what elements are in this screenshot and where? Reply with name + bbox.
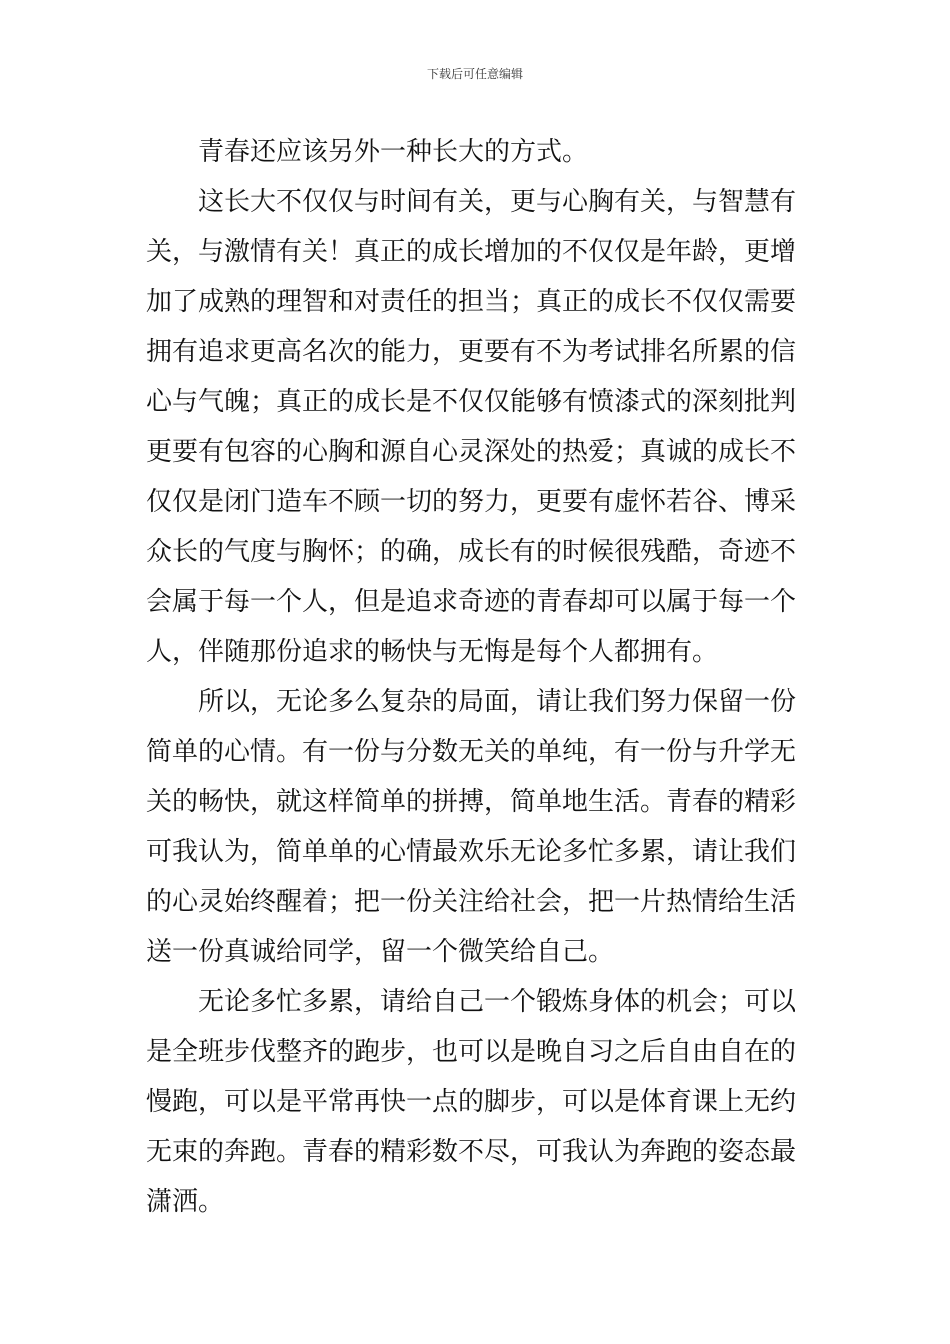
paragraph-1: 青春还应该另外一种长大的方式。 <box>198 137 589 167</box>
page-header: 下载后可任意编辑 <box>426 67 523 81</box>
paragraph-2: 这长大不仅仅与时间有关，更与心胸有关，与智慧有关，与激情有关！真正的成长增加的不仅仅是年龄，更增加了成熟的理智和对责任的担当；真正的成长不仅仅需要拥有追求更高名次的能力，更要有不为考试排名所累的信心与气魄；真正的成长是不仅仅能够有愤漆式的深刻批判更要有包容的心胸和源自心灵深处的热爱；真诚的成长不仅仅是闭门造车不顾一切的努力，更要有虚怀若谷、博采众长的气度与胸怀；的确，成长有的时候很残酷，奇迹不会属于每一个人，但是追求奇迹的青春却可以属于每一个人，伴随那份追求的畅快与无悔是每个人都拥有。 <box>146 187 797 667</box>
paragraph-4: 无论多忙多累，请给自己一个锻炼身体的机会；可以是全班步伐整齐的跑步，也可以是晚自习之后自由自在的慢跑，可以是平常再快一点的脚步，可以是体育课上无约无束的奔跑。青春的精彩数不尽，可我认为奔跑的姿态最潇洒。 <box>146 987 797 1217</box>
document-body <box>146 127 812 1227</box>
paragraph-3: 所以，无论多么复杂的局面，请让我们努力保留一份简单的心情。有一份与分数无关的单纯，有一份与升学无关的畅快，就这样简单的拼搏，简单地生活。青春的精彩可我认为，简单单的心情最欢乐无论多忙多累，请让我们的心灵始终醒着；把一份关注给社会，把一片热情给生活送一份真诚给同学，留一个微笑给自己。 <box>146 687 797 967</box>
